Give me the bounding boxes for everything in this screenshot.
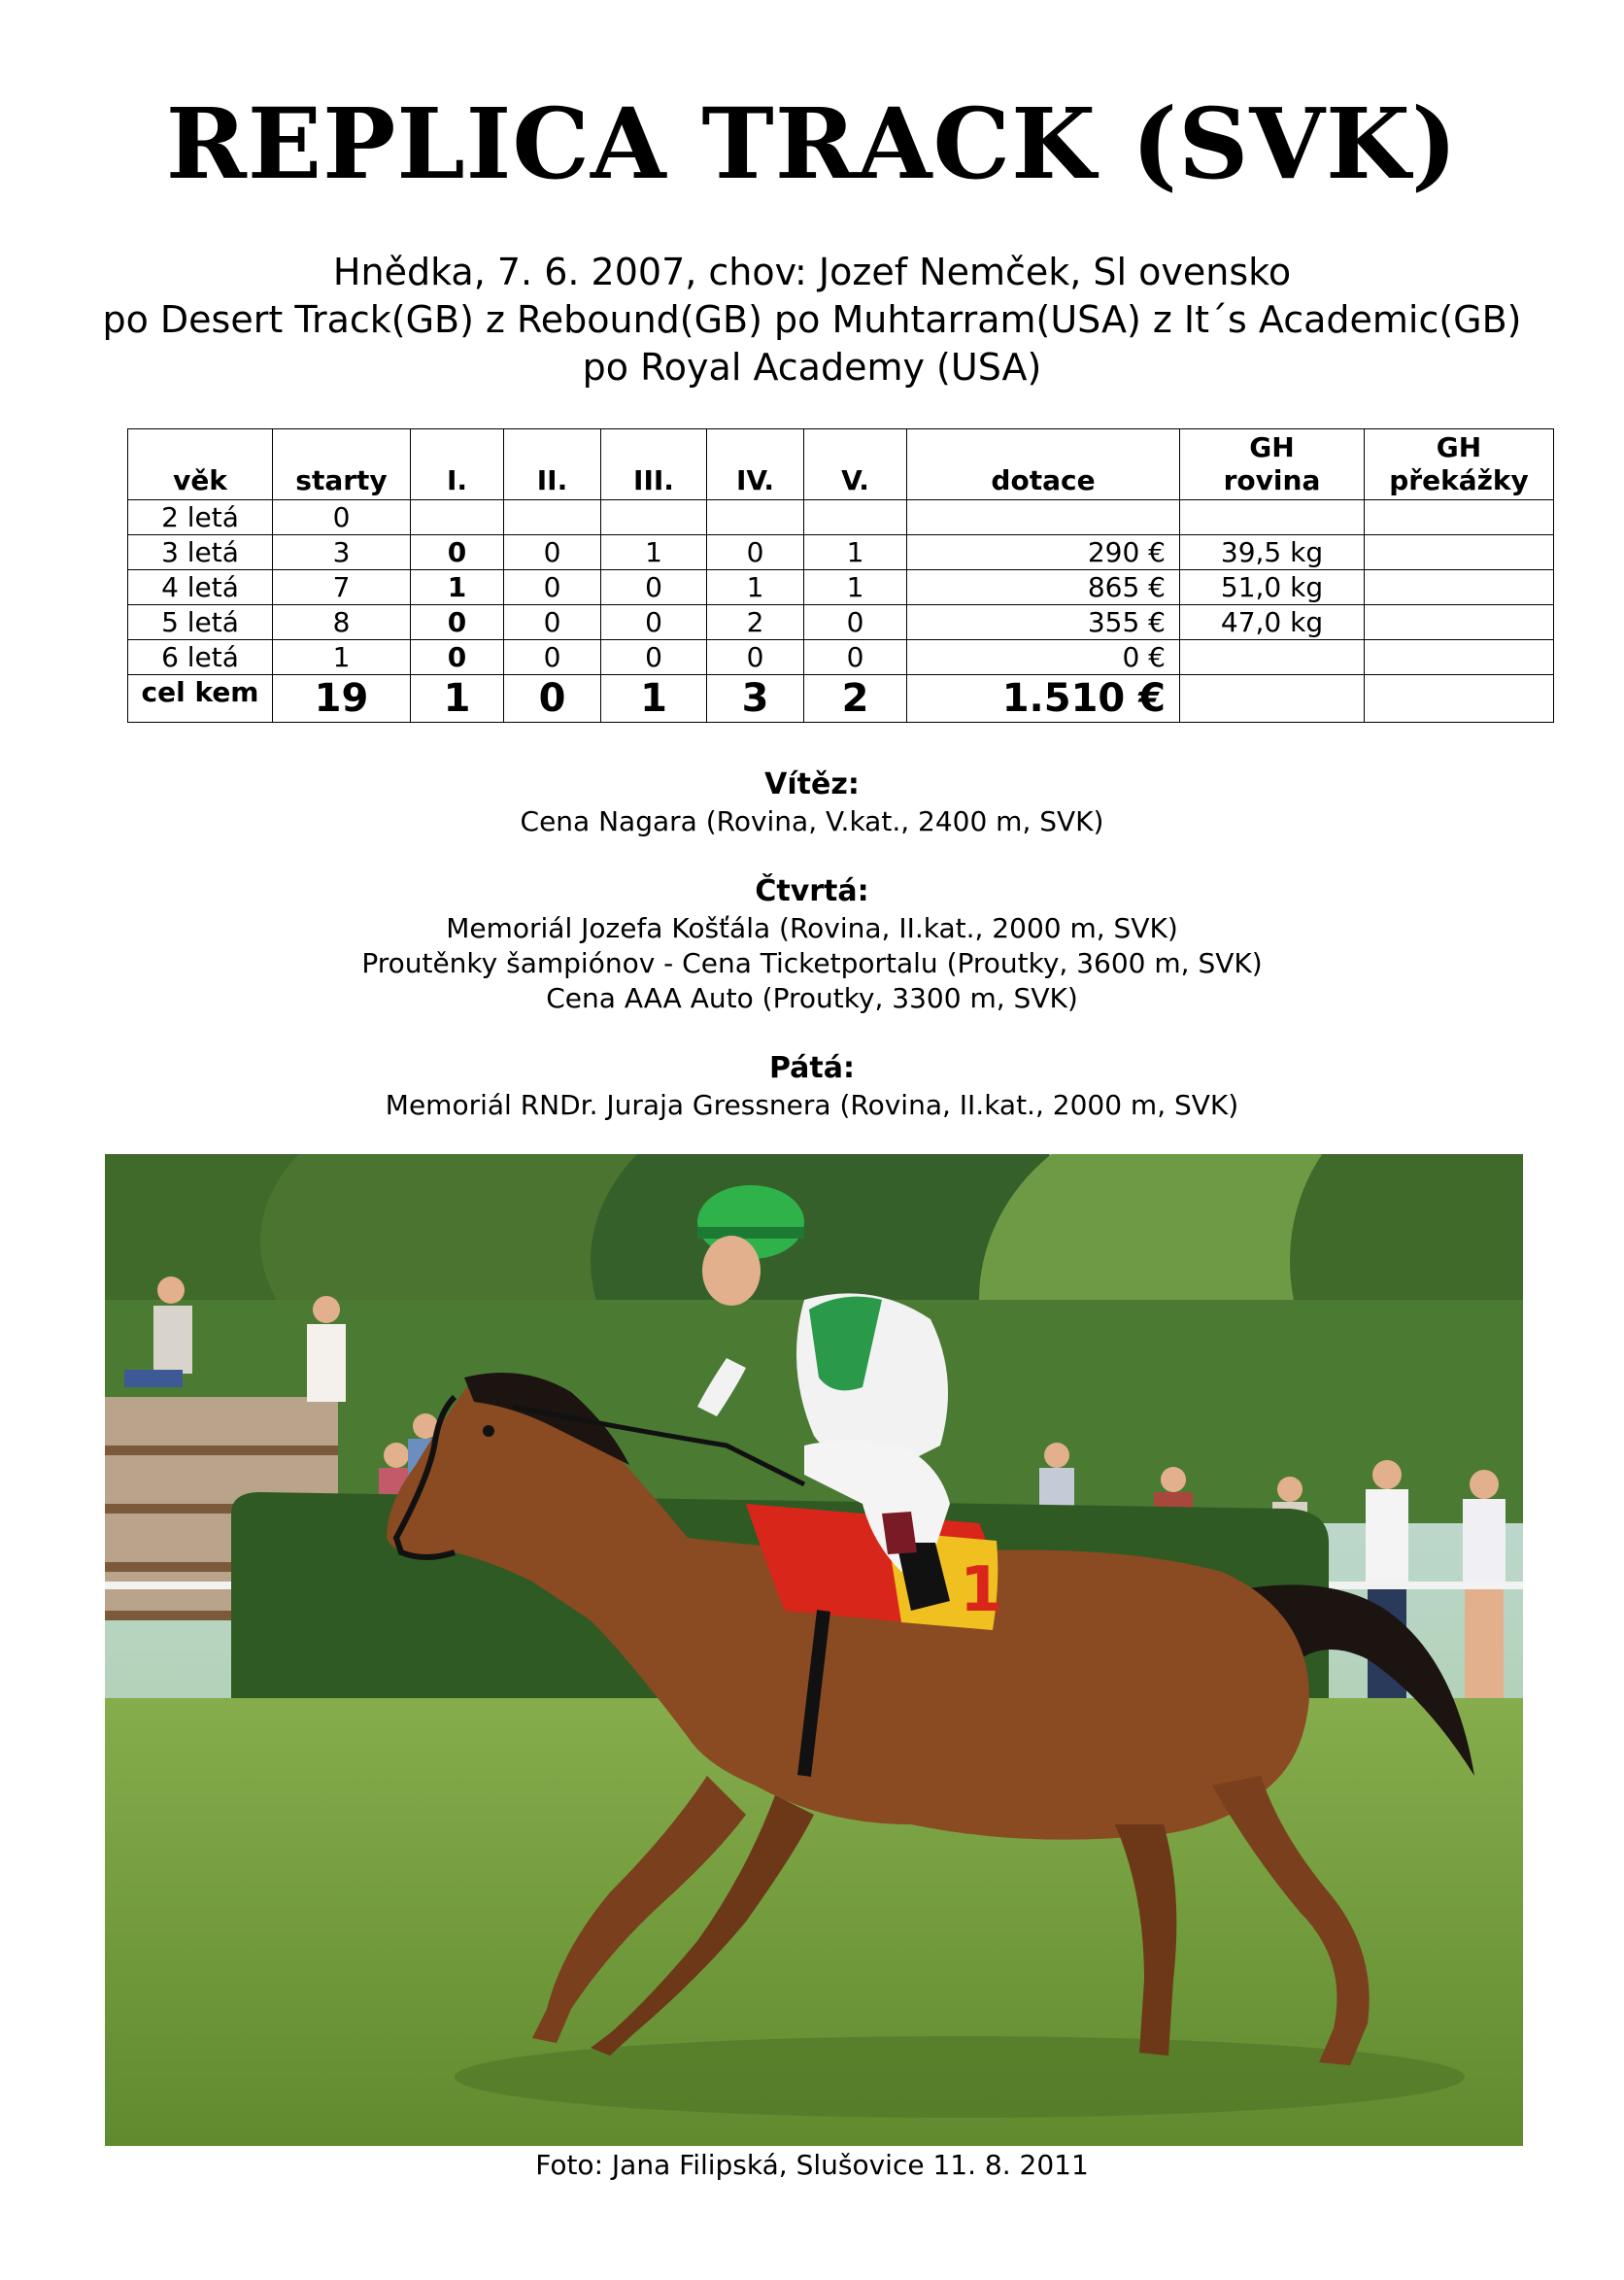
header-place-5: V. — [804, 429, 907, 500]
age-cell: 4 letá — [128, 570, 273, 605]
place-4-cell: 1 — [707, 570, 804, 605]
table-total-row — [128, 675, 1554, 723]
header-place-4: IV. — [707, 429, 804, 500]
table-row — [128, 640, 1554, 675]
race-result: Memoriál RNDr. Juraja Gressnera (Rovina, II.kat., 2000 m, SVK) — [385, 1089, 1239, 1121]
saddle-number: 1 — [960, 1554, 1003, 1626]
table-row — [128, 570, 1554, 605]
place-5-cell: 0 — [804, 640, 907, 675]
prize-cell: 865 € — [907, 570, 1180, 605]
horse-name-title: REPLICA TRACK (SVK) — [165, 86, 1459, 201]
total-gh-jump — [1365, 675, 1554, 723]
gh-flat-cell: 39,5 kg — [1180, 535, 1365, 570]
starts-cell: 3 — [273, 535, 411, 570]
fourth-heading: Čtvrtá: — [755, 874, 869, 908]
place-2-cell — [504, 500, 601, 535]
starts-cell: 7 — [273, 570, 411, 605]
racehorse-illustration — [105, 1154, 1523, 2146]
place-4-cell: 0 — [707, 535, 804, 570]
race-result: Memoriál Jozefa Košťála (Rovina, II.kat., 2000 m, SVK) — [446, 912, 1178, 944]
place-5-cell — [804, 500, 907, 535]
place-4-cell — [707, 500, 804, 535]
prize-cell: 0 € — [907, 640, 1180, 675]
place-2-cell: 0 — [504, 605, 601, 640]
starts-cell: 0 — [273, 500, 411, 535]
gh-jump-cell — [1365, 500, 1554, 535]
place-5-cell: 0 — [804, 605, 907, 640]
race-statistics-table — [127, 428, 1554, 723]
place-3-cell: 0 — [601, 640, 707, 675]
total-prize: 1.510 € — [907, 675, 1180, 723]
race-result: Cena AAA Auto (Proutky, 3300 m, SVK) — [546, 982, 1078, 1014]
gh-jump-cell — [1365, 605, 1554, 640]
place-1-cell: 0 — [411, 605, 504, 640]
header-gh-jump: GH překážky — [1365, 429, 1554, 500]
header-place-1: I. — [411, 429, 504, 500]
total-place-5: 2 — [804, 675, 907, 723]
fifth-place-section — [0, 1049, 1624, 1123]
prize-cell: 290 € — [907, 535, 1180, 570]
age-cell: 3 letá — [128, 535, 273, 570]
starts-cell: 1 — [273, 640, 411, 675]
table-row — [128, 535, 1554, 570]
place-3-cell: 0 — [601, 570, 707, 605]
table-header-row — [128, 429, 1554, 500]
total-place-3: 1 — [601, 675, 707, 723]
gh-jump-cell — [1365, 570, 1554, 605]
age-cell: 5 letá — [128, 605, 273, 640]
header-gh-flat: GH rovina — [1180, 429, 1365, 500]
place-3-cell: 0 — [601, 605, 707, 640]
gh-flat-cell: 47,0 kg — [1180, 605, 1365, 640]
starts-cell: 8 — [273, 605, 411, 640]
fifth-heading: Pátá: — [768, 1051, 855, 1085]
place-3-cell — [601, 500, 707, 535]
photo-caption: Foto: Jana Filipská, Slušovice 11. 8. 2011 — [535, 2149, 1089, 2181]
pedigree-line: po Desert Track(GB) z Rebound(GB) po Muhtarram(USA) z It´s Academic(GB) — [102, 298, 1522, 341]
prize-cell: 355 € — [907, 605, 1180, 640]
header-place-3: III. — [601, 429, 707, 500]
pedigree-line-2: po Royal Academy (USA) — [582, 346, 1042, 389]
total-gh-flat — [1180, 675, 1365, 723]
place-1-cell: 0 — [411, 640, 504, 675]
table-row — [128, 605, 1554, 640]
total-place-4: 3 — [707, 675, 804, 723]
place-4-cell: 2 — [707, 605, 804, 640]
gh-flat-cell — [1180, 500, 1365, 535]
total-place-1: 1 — [411, 675, 504, 723]
header-age: věk — [128, 429, 273, 500]
race-result: Proutěnky šampiónov - Cena Ticketportalu (Proutky, 3600 m, SVK) — [361, 947, 1263, 979]
place-2-cell: 0 — [504, 640, 601, 675]
gh-jump-cell — [1365, 535, 1554, 570]
place-4-cell: 0 — [707, 640, 804, 675]
place-2-cell: 0 — [504, 570, 601, 605]
gh-flat-cell: 51,0 kg — [1180, 570, 1365, 605]
age-cell: 2 letá — [128, 500, 273, 535]
horse-photo — [105, 1154, 1523, 2146]
horse-info-line: Hnědka, 7. 6. 2007, chov: Jozef Nemček, Sl ovensko — [332, 251, 1292, 293]
gh-flat-cell — [1180, 640, 1365, 675]
total-label: cel kem — [128, 675, 273, 723]
header-prize: dotace — [907, 429, 1180, 500]
place-3-cell: 1 — [601, 535, 707, 570]
age-cell: 6 letá — [128, 640, 273, 675]
gh-jump-cell — [1365, 640, 1554, 675]
place-2-cell: 0 — [504, 535, 601, 570]
header-starts: starty — [273, 429, 411, 500]
fourth-place-section — [0, 872, 1624, 1016]
winner-section — [0, 766, 1624, 839]
prize-cell — [907, 500, 1180, 535]
place-1-cell — [411, 500, 504, 535]
race-result: Cena Nagara (Rovina, V.kat., 2400 m, SVK) — [520, 805, 1104, 837]
total-place-2: 0 — [504, 675, 601, 723]
place-1-cell: 1 — [411, 570, 504, 605]
header-place-2: II. — [504, 429, 601, 500]
winner-heading: Vítěz: — [764, 767, 860, 801]
table-row — [128, 500, 1554, 535]
place-1-cell: 0 — [411, 535, 504, 570]
total-starts: 19 — [273, 675, 411, 723]
place-5-cell: 1 — [804, 535, 907, 570]
place-5-cell: 1 — [804, 570, 907, 605]
